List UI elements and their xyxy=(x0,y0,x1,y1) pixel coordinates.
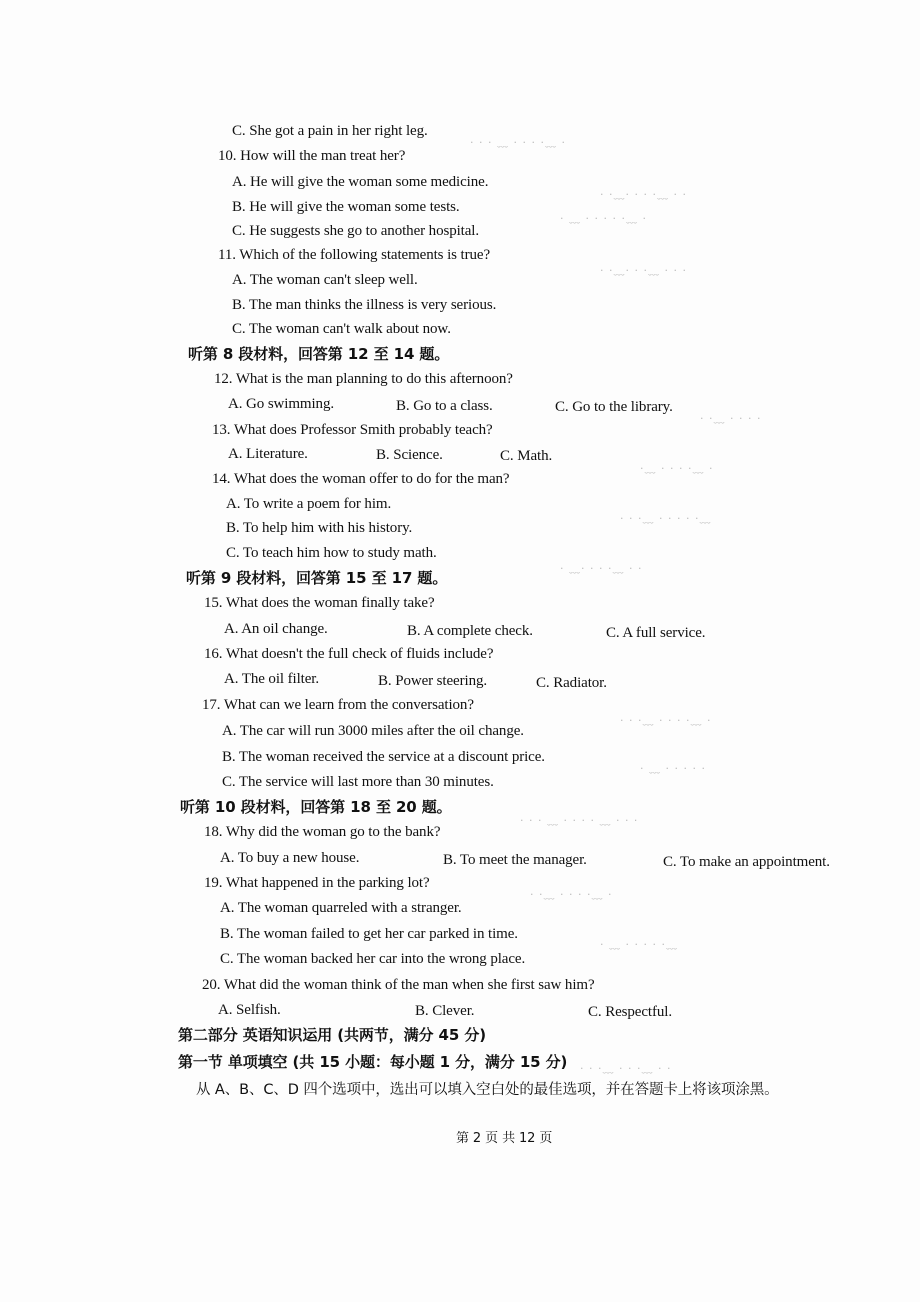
section-header-9: 听第 9 段材料，回答第 15 至 17 题。 xyxy=(186,569,448,587)
section-header-8: 听第 8 段材料，回答第 12 至 14 题。 xyxy=(188,345,450,363)
q15-stem: 15. What does the woman finally take? xyxy=(204,595,435,611)
q12-option-b: B. Go to a class. xyxy=(396,398,493,414)
bleed-noise: · ﹏· · · ·﹏ · · xyxy=(560,562,643,575)
q20-option-b: B. Clever. xyxy=(415,1003,475,1019)
q18-option-a: A. To buy a new house. xyxy=(220,850,360,866)
q16-option-b: B. Power steering. xyxy=(378,673,488,689)
q11-option-c: C. The woman can't walk about now. xyxy=(232,321,451,337)
bleed-noise: · ﹏ · · · · ·﹏ xyxy=(600,938,678,951)
bleed-noise: · ﹏ · · · · · xyxy=(640,762,706,775)
q10-option-b: B. He will give the woman some tests. xyxy=(232,199,460,215)
bleed-noise: · · · ﹏ · · · ·﹏ · xyxy=(470,136,566,149)
q20-option-a: A. Selfish. xyxy=(218,1002,281,1018)
q15-option-a: A. An oil change. xyxy=(224,621,328,637)
page-footer: 第 2 页 共 12 页 xyxy=(456,1131,553,1146)
q20-stem: 20. What did the woman think of the man when she first saw him? xyxy=(202,977,595,993)
bleed-noise: · ·﹏· · ·﹏ · · · xyxy=(600,264,687,277)
bleed-noise: · · ·﹏ · · · · ·﹏ xyxy=(620,512,712,525)
q18-option-b: B. To meet the manager. xyxy=(443,852,587,868)
q11-option-a: A. The woman can't sleep well. xyxy=(232,272,418,288)
q10-option-a: A. He will give the woman some medicine. xyxy=(232,174,489,190)
bleed-noise: · ·﹏ · · · ·﹏ · xyxy=(530,888,613,901)
q19-option-b: B. The woman failed to get her car parked in time. xyxy=(220,926,518,942)
bleed-noise: · · ·﹏ · · ·﹏ · · xyxy=(580,1062,672,1075)
q14-option-b: B. To help him with his history. xyxy=(226,520,413,536)
q13-stem: 13. What does Professor Smith probably teach? xyxy=(212,422,493,438)
q19-option-c: C. The woman backed her car into the wrong place. xyxy=(220,951,526,967)
q10-stem: 10. How will the man treat her? xyxy=(218,148,406,164)
q16-option-c: C. Radiator. xyxy=(536,675,607,691)
bleed-noise: · ·﹏ · · · · xyxy=(700,412,762,425)
bleed-noise: ·﹏ · · · ·﹏ · xyxy=(640,462,714,475)
q17-option-a: A. The car will run 3000 miles after the oil change. xyxy=(222,723,524,739)
q14-stem: 14. What does the woman offer to do for the man? xyxy=(212,471,510,487)
q11-stem: 11. Which of the following statements is true? xyxy=(218,247,491,263)
q16-stem: 16. What doesn't the full check of fluids include? xyxy=(204,646,494,662)
bleed-noise: · ·﹏· · · ·﹏ · · xyxy=(600,188,687,201)
q19-stem: 19. What happened in the parking lot? xyxy=(204,875,430,891)
bleed-noise: · ﹏ · · · · ·﹏ · xyxy=(560,212,647,225)
q15-option-c: C. A full service. xyxy=(606,625,706,641)
section-header-10: 听第 10 段材料，回答第 18 至 20 题。 xyxy=(180,798,452,816)
q18-option-c: C. To make an appointment. xyxy=(663,854,830,870)
q13-option-a: A. Literature. xyxy=(228,446,308,462)
bleed-noise: · · · ﹏ · · · · ﹏ · · · xyxy=(520,814,639,827)
q17-option-b: B. The woman received the service at a discount price. xyxy=(222,749,545,765)
q18-stem: 18. Why did the woman go to the bank? xyxy=(204,824,441,840)
q16-option-a: A. The oil filter. xyxy=(224,671,319,687)
bleed-noise: · · ·﹏ · · · ·﹏ · xyxy=(620,714,712,727)
q12-option-c: C. Go to the library. xyxy=(555,399,673,415)
section-instructions: 从 A、B、C、D 四个选项中，选出可以填入空白处的最佳选项，并在答题卡上将该项涂黑。 xyxy=(196,1082,779,1098)
q19-option-a: A. The woman quarreled with a stranger. xyxy=(220,900,462,916)
part2-header: 第二部分 英语知识运用 (共两节，满分 45 分) xyxy=(178,1026,486,1044)
q17-option-c: C. The service will last more than 30 minutes. xyxy=(222,774,494,790)
q13-option-c: C. Math. xyxy=(500,448,553,464)
q20-option-c: C. Respectful. xyxy=(588,1004,673,1020)
q14-option-a: A. To write a poem for him. xyxy=(226,496,392,512)
q12-option-a: A. Go swimming. xyxy=(228,396,335,412)
q14-option-c: C. To teach him how to study math. xyxy=(226,545,437,561)
q13-option-b: B. Science. xyxy=(376,447,443,463)
q11-option-b: B. The man thinks the illness is very serious. xyxy=(232,297,497,313)
q9-option-c: C. She got a pain in her right leg. xyxy=(232,123,428,139)
q10-option-c: C. He suggests she go to another hospital. xyxy=(232,223,480,239)
q15-option-b: B. A complete check. xyxy=(407,623,533,639)
q17-stem: 17. What can we learn from the conversation? xyxy=(202,697,474,713)
q12-stem: 12. What is the man planning to do this afternoon? xyxy=(214,371,513,387)
part2-section1-header: 第一节 单项填空 (共 15 小题：每小题 1 分，满分 15 分) xyxy=(178,1053,568,1071)
